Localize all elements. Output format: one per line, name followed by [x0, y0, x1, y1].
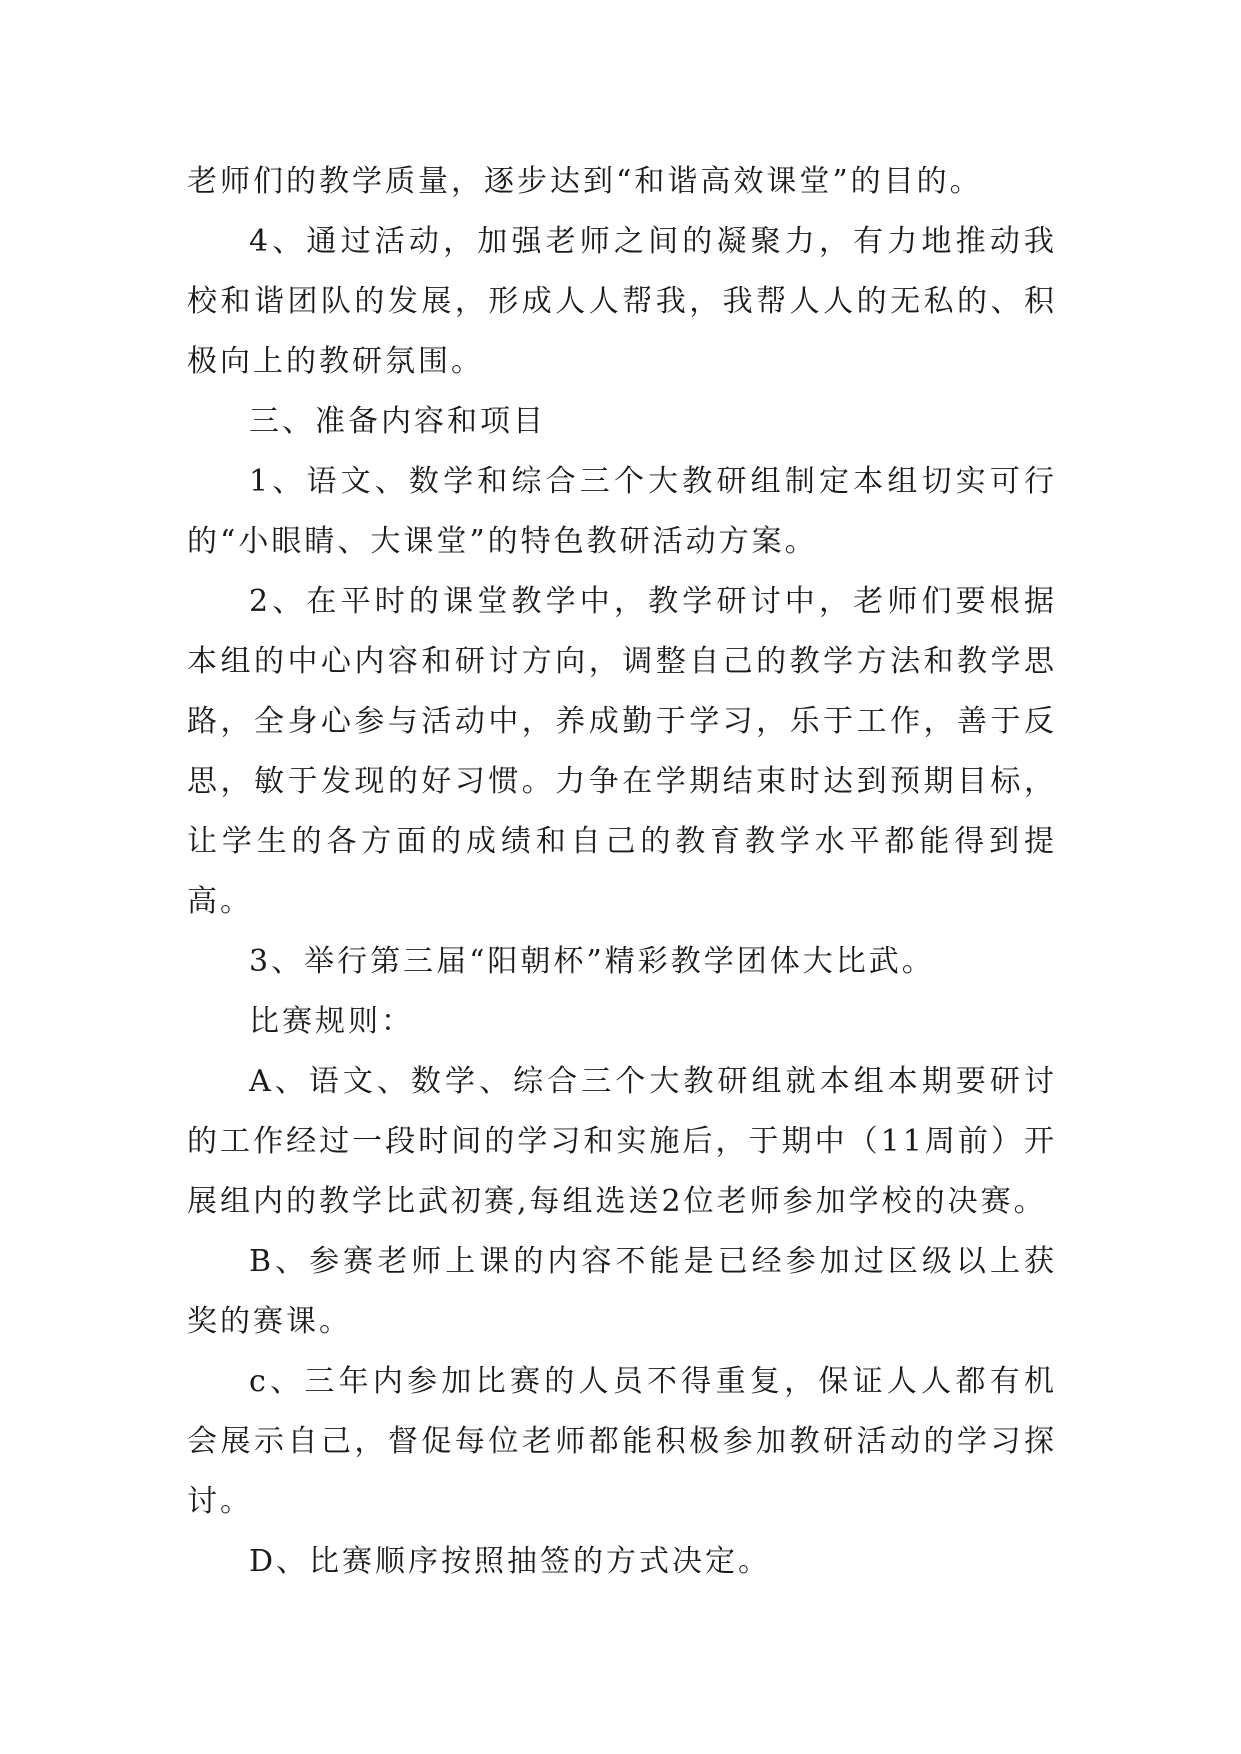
rules-heading: 比赛规则：	[249, 1004, 414, 1039]
rule-d: D、比赛顺序按照抽签的方式决定。	[249, 1544, 772, 1579]
paragraph-item-4: 4、通过活动，加强老师之间的凝聚力，有力地推动我校和谐团队的发展，形成人人帮我，我帮人人的无私的、积极向上的教研氛围。	[187, 224, 1057, 379]
paragraph-item-2: 2、在平时的课堂教学中，教学研讨中，老师们要根据本组的中心内容和研讨方向，调整自己的教学方法和教学思路，全身心参与活动中，养成勤于学习，乐于工作，善于反思，敏于发现的好习惯。力争在学期结束时达到预期目标，让学生的各方面的成绩和自己的教育教学水平都能得到提高。	[187, 584, 1057, 919]
section-heading-3: 三、准备内容和项目	[249, 404, 546, 439]
rule-c: c、三年内参加比赛的人员不得重复，保证人人都有机会展示自己，督促每位老师都能积极参加教研活动的学习探讨。	[187, 1364, 1057, 1519]
rule-a: A、语文、数学、综合三个大教研组就本组本期要研讨的工作经过一段时间的学习和实施后，于期中（11周前）开展组内的教学比武初赛,每组选送2位老师参加学校的决赛。	[187, 1064, 1057, 1219]
paragraph-item-3: 3、举行第三届“阳朝杯”精彩教学团体大比武。	[249, 944, 935, 979]
paragraph-continuation: 老师们的教学质量，逐步达到“和谐高效课堂”的目的。	[187, 164, 983, 199]
document-body	[187, 152, 1057, 1592]
rule-b: B、参赛老师上课的内容不能是已经参加过区级以上获奖的赛课。	[187, 1244, 1057, 1339]
paragraph-item-1: 1、语文、数学和综合三个大教研组制定本组切实可行的“小眼睛、大课堂”的特色教研活动方案。	[187, 464, 1057, 559]
